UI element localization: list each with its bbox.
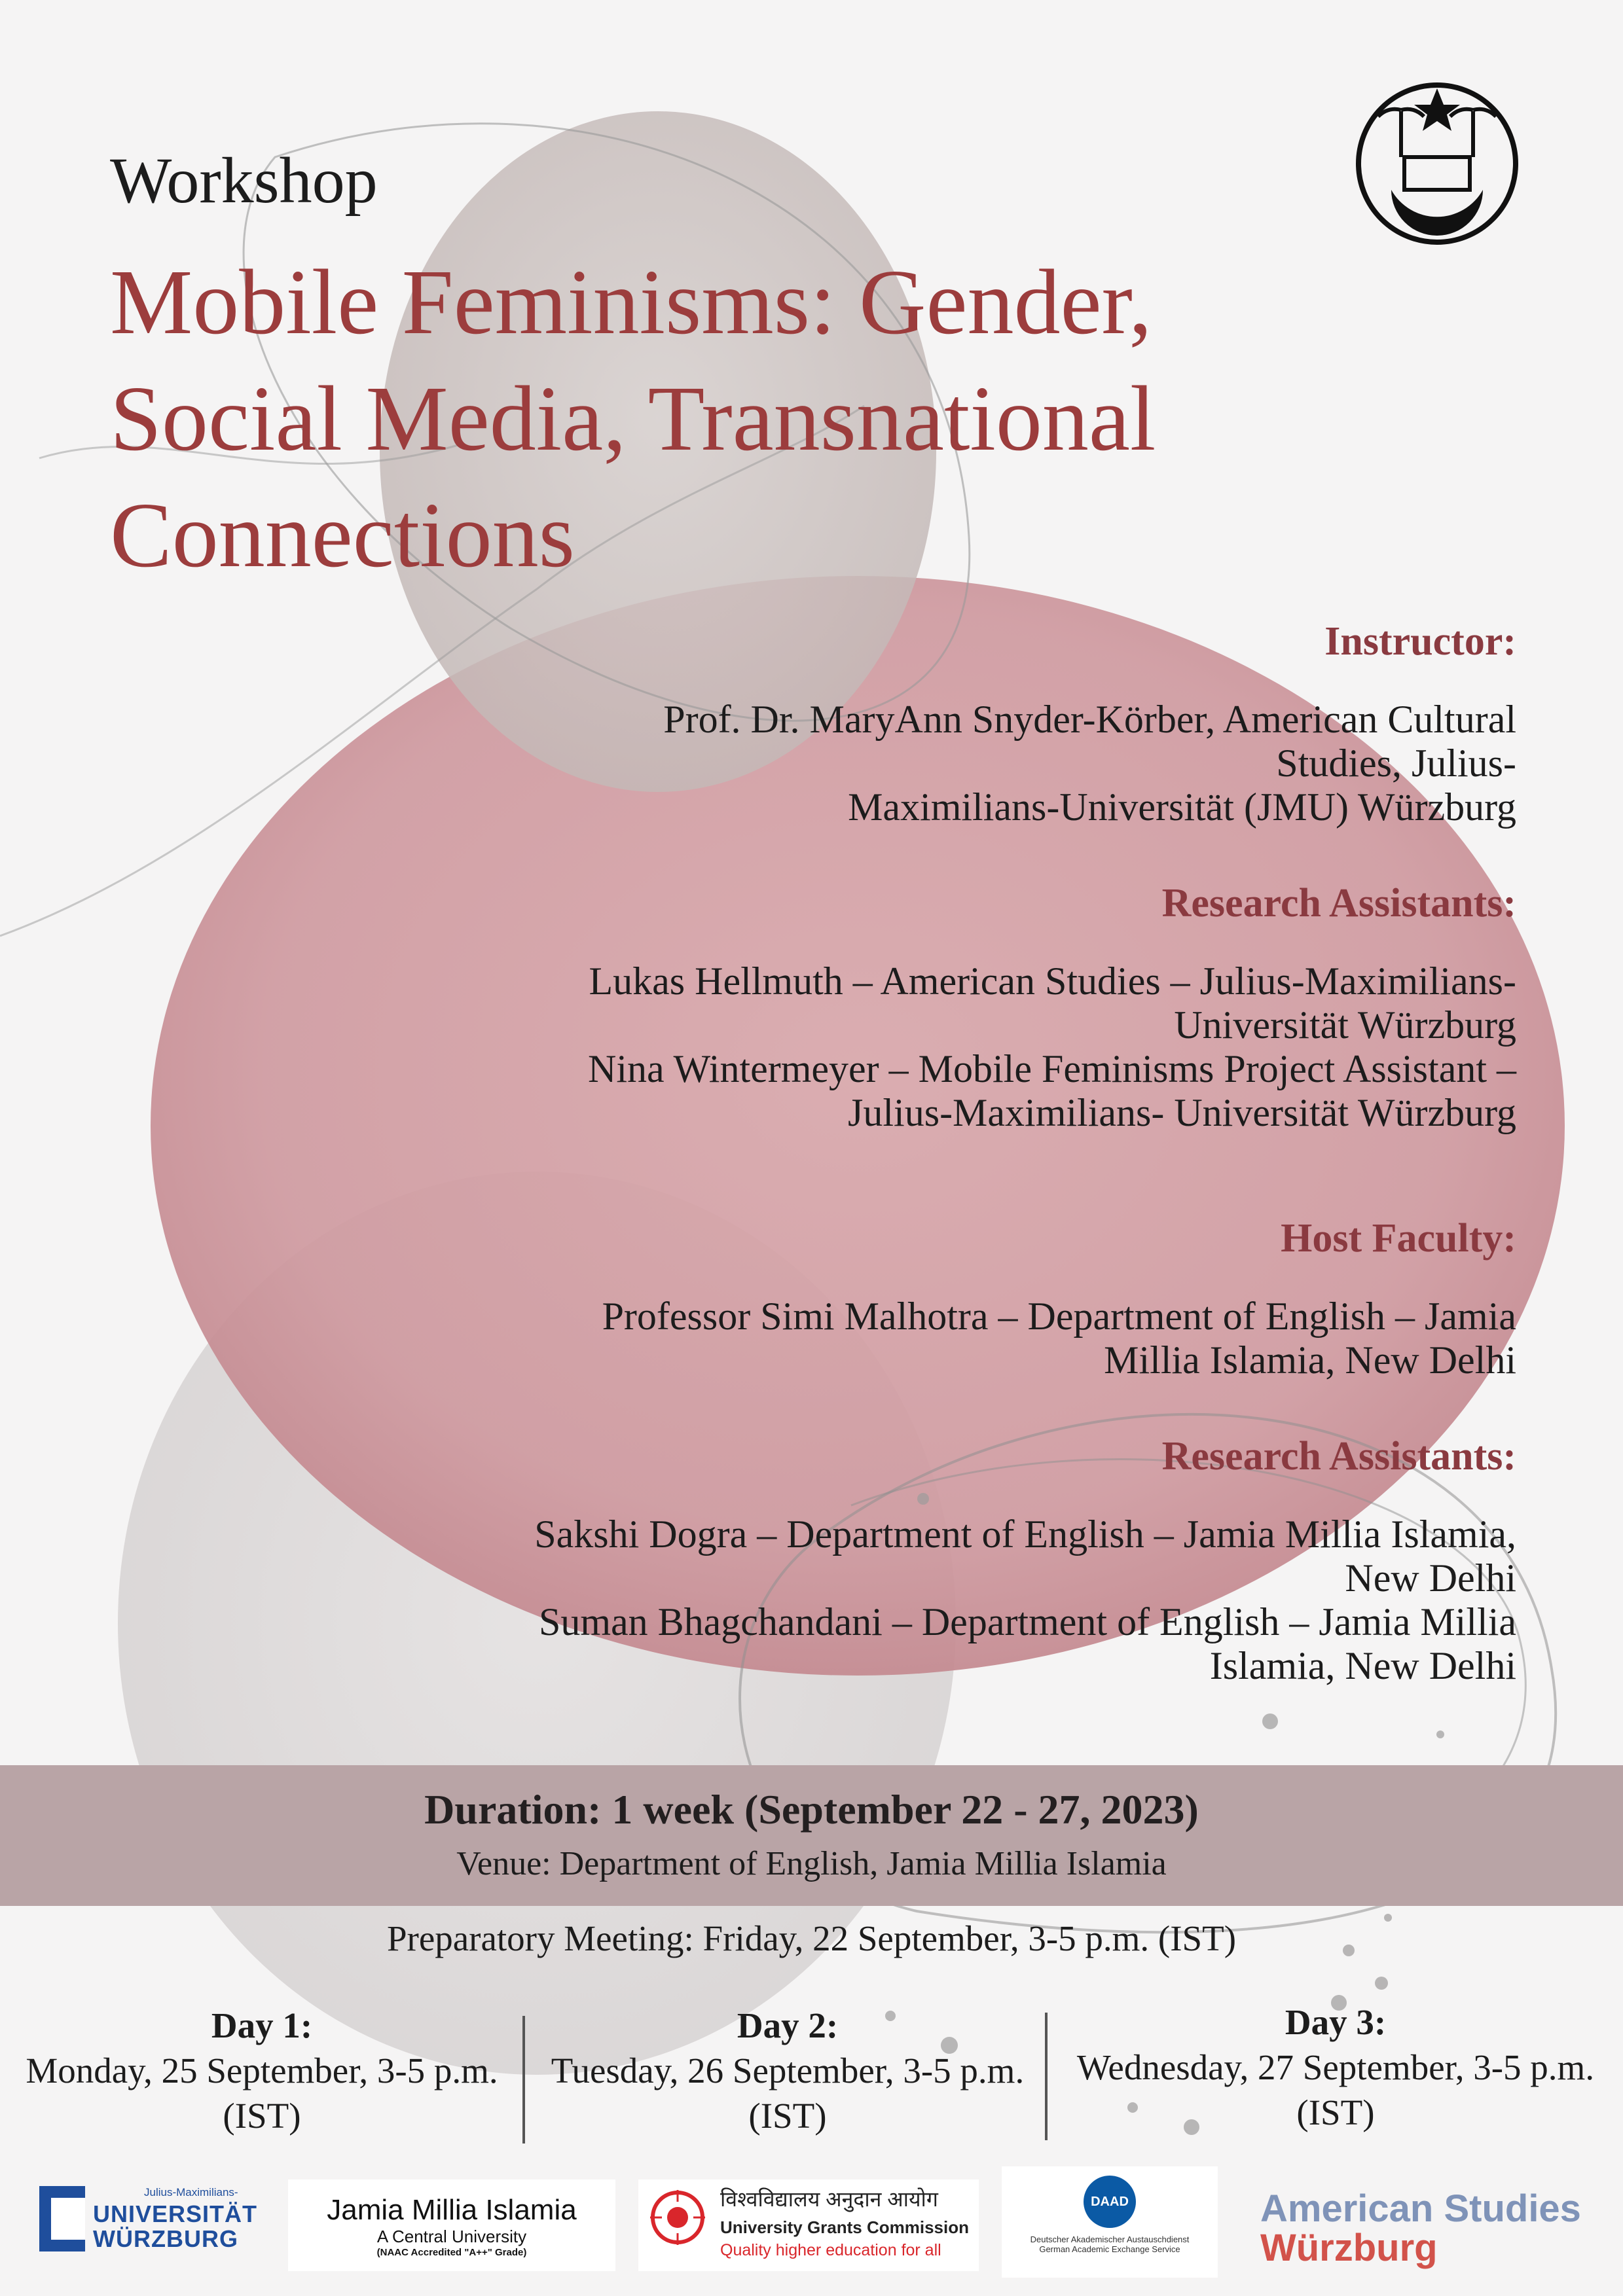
text-line: Islamia, New Delhi [1209, 1644, 1516, 1687]
text-line: Lukas Hellmuth – American Studies – Julius-Maximilians- [589, 960, 1516, 1003]
logo-text: विश्वविद्यालय अनुदान आयोग [720, 2187, 938, 2211]
daad-logo [1002, 2166, 1218, 2278]
day-label: Day 1: [211, 2005, 313, 2045]
american-studies-logo [1260, 2189, 1601, 2268]
text-line: Sakshi Dogra – Department of English – Jamia Millia Islamia, [534, 1513, 1516, 1556]
daad-badge: DAAD [1084, 2176, 1136, 2228]
day-timezone: (IST) [1296, 2092, 1375, 2132]
text-line: Julius-Maximilians- Universität Würzburg [848, 1091, 1516, 1134]
workshop-kicker: Workshop [110, 144, 378, 217]
text-line: New Delhi [1345, 1556, 1516, 1600]
day-when: Tuesday, 26 September, 3-5 p.m. [551, 2051, 1025, 2090]
wuerzburg-logo [39, 2186, 275, 2251]
logo-text: Quality higher education for all [720, 2241, 941, 2259]
ugc-logo [638, 2179, 979, 2271]
host-faculty-section [403, 1215, 1516, 1382]
logo-text: Jamia Millia Islamia [327, 2194, 577, 2226]
instructor-section [403, 619, 1516, 829]
venue-text: Venue: Department of English, Jamia Millia Islamia [456, 1845, 1167, 1882]
text-line: Prof. Dr. MaryAnn Snyder-Körber, American Cultural [663, 698, 1516, 741]
logo-text: American Studies [1260, 2187, 1581, 2230]
logo-text: Julius-Maximilians- [144, 2186, 238, 2198]
logo-text: A Central University [376, 2227, 527, 2246]
text-line: Millia Islamia, New Delhi [1104, 1338, 1516, 1382]
title-line: Mobile Feminisms: Gender, [110, 250, 1152, 353]
logo-text: WÜRZBURG [93, 2225, 238, 2252]
research-assistants-heading: Research Assistants: [1161, 1434, 1516, 1479]
day-2 [526, 2003, 1049, 2138]
day-divider [522, 2016, 525, 2144]
jamia-emblem [1359, 85, 1516, 242]
day-timezone: (IST) [748, 2096, 827, 2136]
jmi-assistants-list [403, 1513, 1516, 1688]
text-line: Universität Würzburg [1174, 1003, 1516, 1047]
host-faculty-details [403, 1295, 1516, 1382]
logo-text: (NAAC Accredited "A++" Grade) [376, 2247, 527, 2258]
instructor-heading: Instructor: [1324, 619, 1516, 664]
partner-logos [0, 2160, 1623, 2278]
logo-text: German Academic Exchange Service [1039, 2244, 1180, 2254]
host-faculty-heading: Host Faculty: [1281, 1216, 1516, 1261]
jamia-logo [288, 2179, 615, 2271]
duration-text: Duration: 1 week (September 22 - 27, 2023) [424, 1786, 1199, 1833]
logo-text: Würzburg [1260, 2227, 1438, 2269]
logo-text: Deutscher Akademischer Austauschdienst [1030, 2234, 1190, 2244]
text-line: Professor Simi Malhotra – Department of English – Jamia [602, 1295, 1516, 1338]
day-3 [1061, 2000, 1611, 2135]
logo-text: University Grants Commission [720, 2217, 969, 2237]
ugc-emblem [645, 2186, 710, 2265]
text-line: Maximilians-Universität (JMU) Würzburg [848, 785, 1516, 829]
title-line: Social Media, Transnational [110, 367, 1156, 470]
day-label: Day 2: [737, 2005, 839, 2045]
day-timezone: (IST) [223, 2096, 301, 2136]
day-label: Day 3: [1285, 2002, 1387, 2042]
day-divider [1045, 2013, 1048, 2140]
workshop-title [110, 243, 1288, 593]
jmi-assistants-section [403, 1433, 1516, 1688]
jmu-assistants-section [403, 880, 1516, 1135]
preparatory-meeting: Preparatory Meeting: Friday, 22 September, 3-5 p.m. (IST) [386, 1918, 1237, 1958]
day-when: Wednesday, 27 September, 3-5 p.m. [1076, 2047, 1595, 2087]
jmu-assistants-list [403, 960, 1516, 1135]
logo-text: UNIVERSITÄT [93, 2200, 258, 2227]
text-line: Studies, Julius- [1276, 742, 1516, 785]
title-line: Connections [110, 483, 575, 586]
instructor-details [403, 698, 1516, 829]
text-line: Suman Bhagchandani – Department of English – Jamia Millia [538, 1600, 1516, 1643]
day-1 [0, 2003, 524, 2138]
text-line: Nina Wintermeyer – Mobile Feminisms Project Assistant – [588, 1047, 1516, 1090]
research-assistants-heading: Research Assistants: [1161, 881, 1516, 925]
day-when: Monday, 25 September, 3-5 p.m. [26, 2051, 498, 2090]
